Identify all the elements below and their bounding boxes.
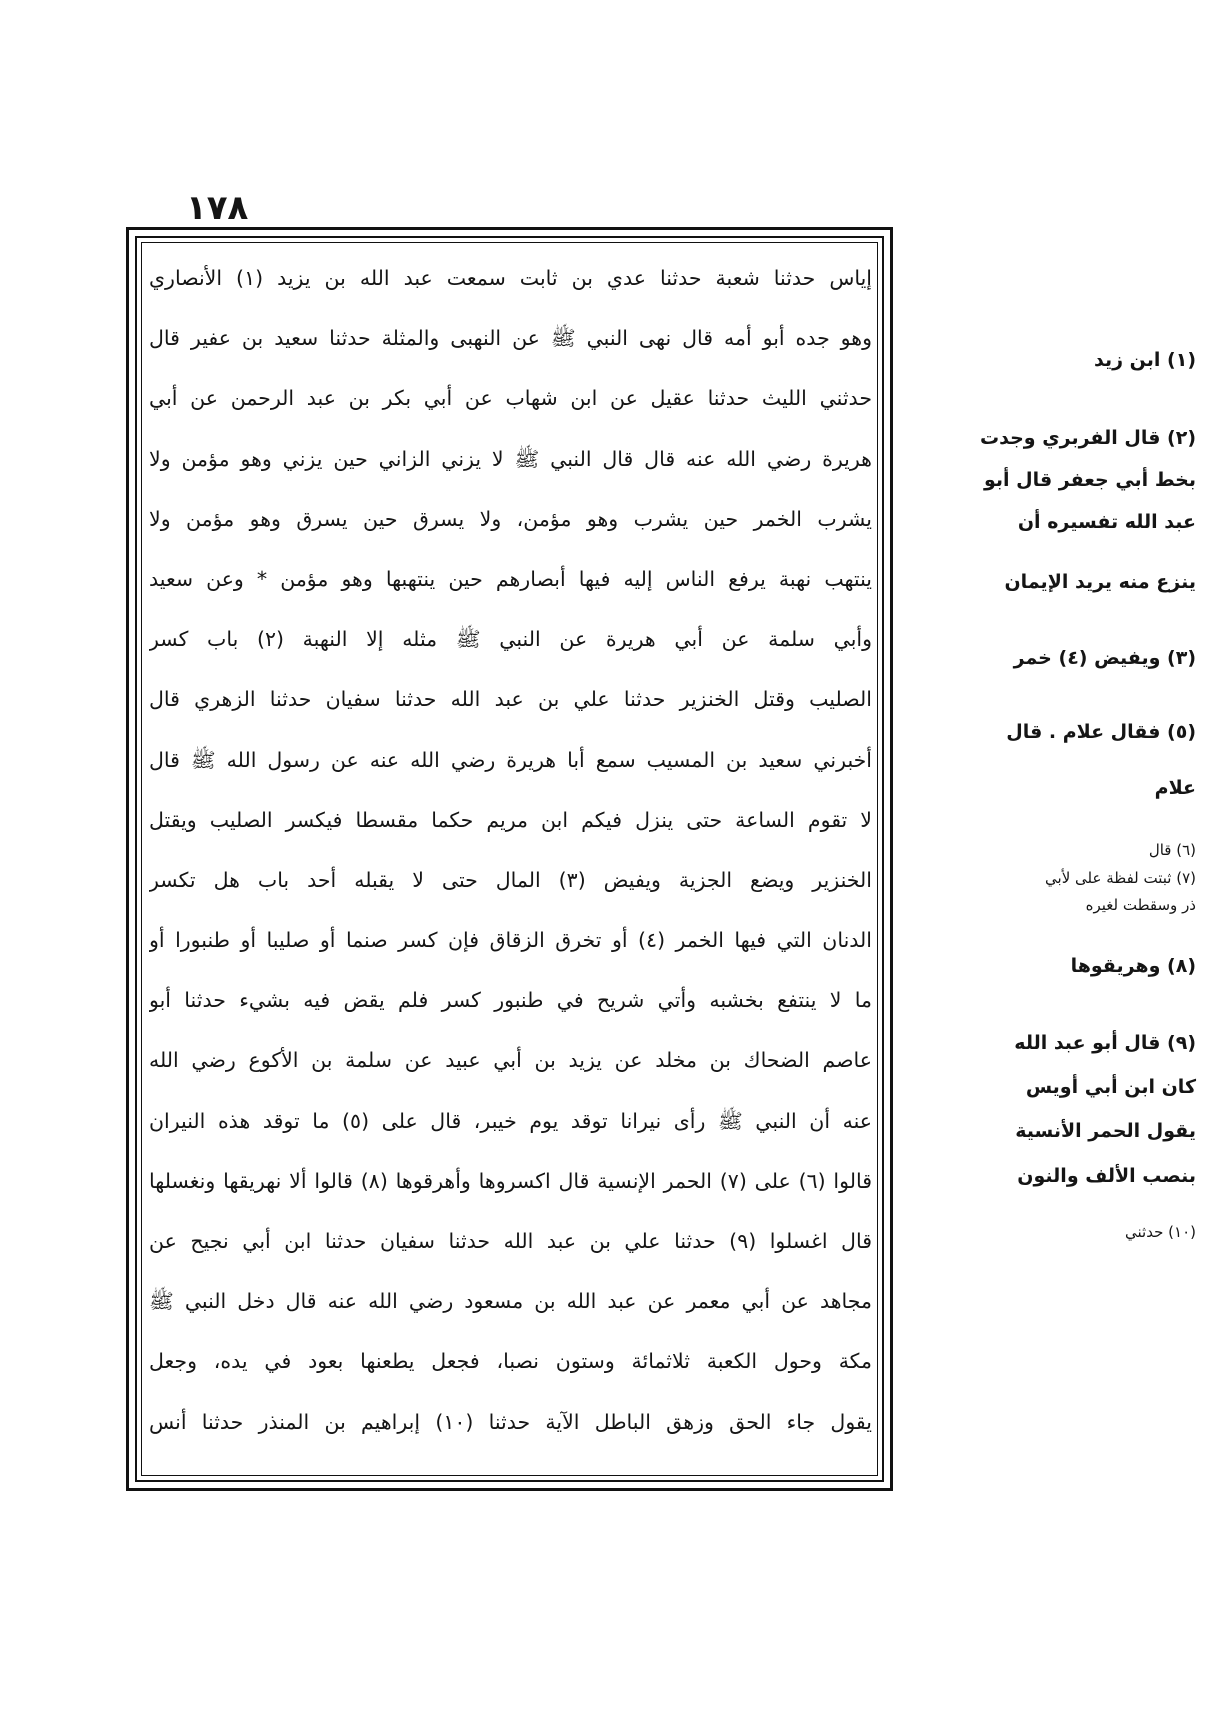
margin-note: (٦) قال bbox=[1148, 841, 1196, 859]
text-line: الصليب وقتل الخنزير حدثنا علي بن عبد الله حدثنا سفيان حدثنا الزهري قال bbox=[149, 687, 872, 712]
text-line: ينتهب نهبة يرفع الناس إليه فيها أبصارهم حين ينتهبها وهو مؤمن * وعن سعيد bbox=[149, 566, 872, 591]
margin-note: (١٠) حدثني bbox=[1125, 1223, 1196, 1241]
page-number: ١٧٨ bbox=[186, 188, 249, 228]
margin-note: (٧) ثبتت لفظة على لأبي bbox=[1045, 869, 1196, 887]
margin-note: ينزع منه يريد الإيمان bbox=[1004, 571, 1196, 593]
text-line: الخنزير ويضع الجزية ويفيض (٣) المال حتى لا يقبله أحد باب هل تكسر bbox=[149, 867, 872, 892]
text-line: هريرة رضي الله عنه قال قال النبي ﷺ لا يزني الزاني حين يزني وهو مؤمن ولا bbox=[149, 446, 872, 471]
text-line: يقول جاء الحق وزهق الباطل الآية حدثنا (١٠) إبراهيم بن المنذر حدثنا أنس bbox=[149, 1409, 872, 1434]
margin-note: (٢) قال الفربري وجدت bbox=[980, 427, 1196, 449]
text-line: أخبرني سعيد بن المسيب سمع أبا هريرة رضي الله عنه عن رسول الله ﷺ قال bbox=[149, 747, 872, 772]
text-frame bbox=[126, 227, 893, 1491]
text-line: عاصم الضحاك بن مخلد عن يزيد بن أبي عبيد عن سلمة بن الأكوع رضي الله bbox=[149, 1048, 872, 1073]
margin-note: بخط أبي جعفر قال أبو bbox=[983, 469, 1196, 491]
text-line: مكة وحول الكعبة ثلاثمائة وستون نصبا، فجعل يطعنها بعود في يده، وجعل bbox=[149, 1349, 872, 1374]
margin-note: علام bbox=[1154, 777, 1196, 799]
margin-note: يقول الحمر الأنسية bbox=[1015, 1120, 1196, 1142]
margin-note: (٩) قال أبو عبد الله bbox=[1014, 1032, 1196, 1054]
margin-note: كان ابن أبي أويس bbox=[1025, 1076, 1196, 1098]
text-line: وهو جده أبو أمه قال نهى النبي ﷺ عن النهبى والمثلة حدثنا سعيد بن عفير قال bbox=[149, 326, 872, 351]
margin-note: (٣) ويفيض (٤) خمر bbox=[1013, 647, 1196, 669]
text-line: يشرب الخمر حين يشرب وهو مؤمن، ولا يسرق حين يسرق وهو مؤمن ولا bbox=[149, 506, 872, 531]
margin-note: بنصب الألف والنون bbox=[1017, 1165, 1196, 1187]
text-line: عنه أن النبي ﷺ رأى نيرانا توقد يوم خيبر، قال على (٥) ما توقد هذه النيران bbox=[149, 1108, 872, 1133]
text-line: الدنان التي فيها الخمر (٤) أو تخرق الزقاق فإن كسر صنما أو صليبا أو طنبورا أو bbox=[149, 928, 872, 953]
text-line: قالوا (٦) على (٧) الحمر الإنسية قال اكسروها وأهرقوها (٨) قالوا ألا نهريقها ونغسلها bbox=[149, 1168, 872, 1193]
text-line: لا تقوم الساعة حتى ينزل فيكم ابن مريم حكما مقسطا فيكسر الصليب ويقتل bbox=[149, 807, 872, 832]
margin-note: (١) ابن زيد bbox=[1093, 349, 1196, 371]
margin-notes bbox=[896, 300, 1196, 1350]
text-line: إياس حدثنا شعبة حدثنا عدي بن ثابت سمعت عبد الله بن يزيد (١) الأنصاري bbox=[149, 266, 872, 290]
margin-note: ذر وسقطت لغيره bbox=[1085, 896, 1196, 914]
margin-note: (٥) فقال علام . قال bbox=[1006, 721, 1196, 743]
text-line: حدثني الليث حدثنا عقيل عن ابن شهاب عن أبي بكر بن عبد الرحمن عن أبي bbox=[149, 386, 872, 411]
margin-note: عبد الله تفسيره أن bbox=[1017, 511, 1196, 533]
text-line: ما لا ينتفع بخشبه وأتي شريح في طنبور كسر فلم يقض فيه بشيء حدثنا أبو bbox=[149, 988, 872, 1013]
text-line: وأبي سلمة عن أبي هريرة عن النبي ﷺ مثله إلا النهبة (٢) باب كسر bbox=[149, 627, 872, 652]
main-text bbox=[149, 248, 872, 1474]
margin-note: (٨) وهريقوها bbox=[1070, 955, 1196, 977]
text-line: مجاهد عن أبي معمر عن عبد الله بن مسعود رضي الله عنه قال دخل النبي ﷺ bbox=[149, 1289, 872, 1314]
text-line: قال اغسلوا (٩) حدثنا علي بن عبد الله حدثنا سفيان حدثنا ابن أبي نجيح عن bbox=[149, 1229, 872, 1253]
